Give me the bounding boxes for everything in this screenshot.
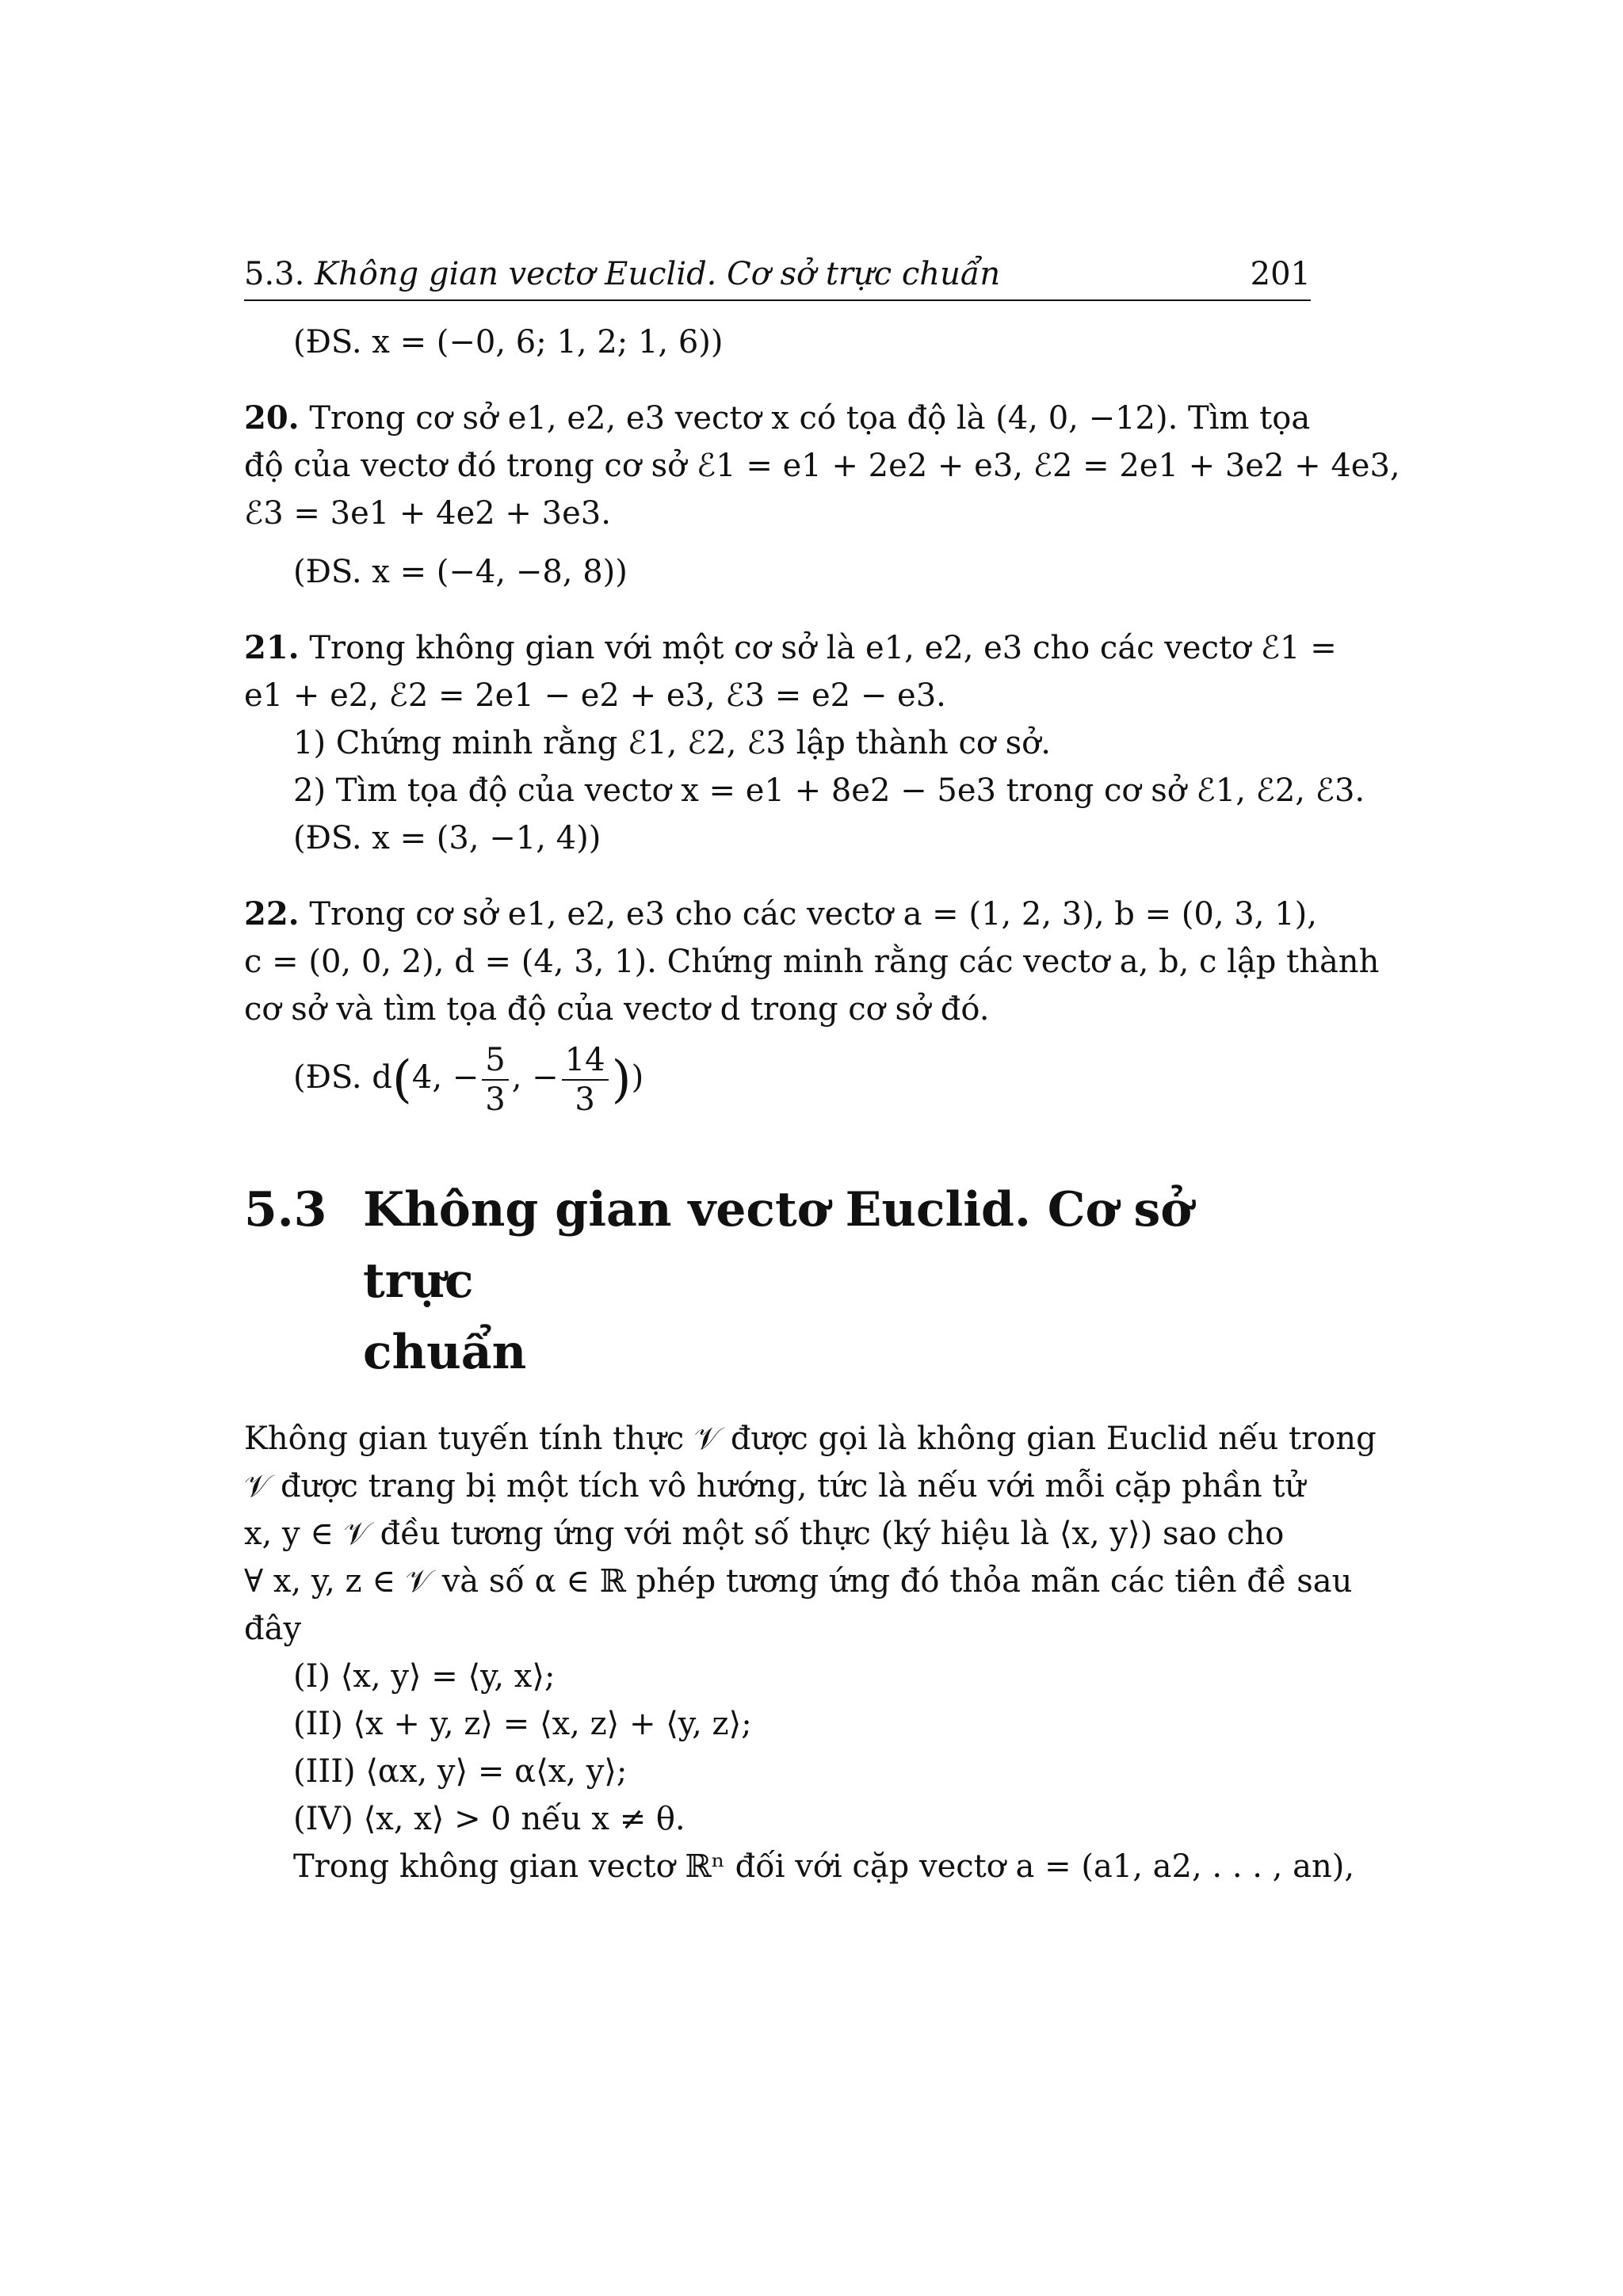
running-section-number: 5.3. [244, 256, 305, 292]
problem-part-1: 1) Chứng minh rằng ℰ1, ℰ2, ℰ3 lập thành cơ sở. [293, 725, 1051, 761]
running-title [244, 252, 1000, 296]
section-title [363, 1174, 1232, 1388]
answer-22 [244, 1041, 1232, 1119]
page-body [244, 318, 1400, 1890]
problem-part-2: 2) Tìm tọa độ của vectơ x = e1 + 8e2 − 5e3 trong cơ sở ℰ1, ℰ2, ℰ3. [293, 772, 1365, 809]
definition-paragraph [244, 1415, 1377, 1890]
problem-text-line: độ của vectơ đó trong cơ sở ℰ1 = e1 + 2e2 + e3, ℰ2 = 2e1 + 3e2 + 4e3, [244, 448, 1400, 484]
definition-line: Không gian tuyến tính thực 𝒱 được gọi là không gian Euclid nếu trong [244, 1421, 1377, 1457]
problem-number: 21. [244, 629, 300, 666]
answer-19: (ĐS. x = (−0, 6; 1, 2; 1, 6)) [293, 324, 724, 360]
definition-line: 𝒱 được trang bị một tích vô hướng, tức là nếu với mỗi cặp phần tử [244, 1468, 1306, 1505]
left-paren: ( [391, 1051, 412, 1109]
answer-prefix: (ĐS. d [293, 1059, 392, 1096]
axiom-2: (II) ⟨x + y, z⟩ = ⟨x, z⟩ + ⟨y, z⟩; [293, 1706, 752, 1742]
definition-line: đây [244, 1611, 302, 1647]
answer-21: (ĐS. x = (3, −1, 4)) [293, 820, 601, 856]
problem-21 [244, 624, 1365, 862]
problem-text-line: e1 + e2, ℰ2 = 2e1 − e2 + e3, ℰ3 = e2 − e3. [244, 677, 946, 714]
definition-line: x, y ∈ 𝒱 đều tương ứng với một số thực (ký hiệu là ⟨x, y⟩) sao cho [244, 1516, 1285, 1552]
page-number: 201 [1250, 256, 1311, 292]
fraction-2 [562, 1041, 609, 1119]
axiom-1: (I) ⟨x, y⟩ = ⟨y, x⟩; [293, 1658, 556, 1695]
fraction-numerator: 5 [482, 1041, 508, 1081]
problem-20 [244, 395, 1400, 596]
page [244, 252, 1400, 1890]
section-title-line: Không gian vectơ Euclid. Cơ sở trực [363, 1182, 1193, 1309]
problem-number: 20. [244, 399, 300, 437]
answer-20: (ĐS. x = (−4, −8, 8)) [293, 554, 628, 590]
problem-text-line: cơ sở và tìm tọa độ của vectơ d trong cơ sở đó. [244, 991, 990, 1028]
answer-separator: , − [511, 1059, 559, 1096]
fraction-1 [482, 1041, 508, 1119]
problem-text-line: c = (0, 0, 2), d = (4, 3, 1). Chứng minh rằng các vectơ a, b, c lập thành [244, 944, 1380, 980]
running-title-text: Không gian vectơ Euclid. Cơ sở trực chuẩn [315, 256, 1001, 292]
problem-text-line: Trong cơ sở e1, e2, e3 vectơ x có tọa độ là (4, 0, −12). Tìm tọa [309, 400, 1311, 437]
axiom-4: (IV) ⟨x, x⟩ > 0 nếu x ≠ θ. [293, 1801, 685, 1837]
fraction-denominator: 3 [575, 1081, 595, 1118]
section-number: 5.3 [244, 1182, 327, 1238]
right-paren: ) [611, 1051, 632, 1109]
problem-text-line: Trong cơ sở e1, e2, e3 cho các vectơ a = (1, 2, 3), b = (0, 3, 1), [309, 896, 1317, 933]
problem-text-line: Trong không gian với một cơ sở là e1, e2, e3 cho các vectơ ℰ1 = [309, 630, 1337, 666]
problem-number: 22. [244, 895, 300, 933]
definition-line: ∀ x, y, z ∈ 𝒱 và số α ∈ ℝ phép tương ứng đó thỏa mãn các tiên đề sau [244, 1563, 1353, 1600]
closing-line: Trong không gian vectơ ℝⁿ đối với cặp vectơ a = (a1, a2, . . . , an), [293, 1848, 1355, 1885]
problem-22 [244, 891, 1380, 1119]
running-header [244, 252, 1311, 301]
problem-text-line: ℰ3 = 3e1 + 4e2 + 3e3. [244, 495, 611, 532]
section-heading [244, 1174, 1232, 1388]
section-title-line: chuẩn [363, 1325, 527, 1380]
answer-suffix: ) [631, 1059, 644, 1096]
axiom-3: (III) ⟨αx, y⟩ = α⟨x, y⟩; [293, 1753, 628, 1790]
fraction-denominator: 3 [485, 1081, 506, 1118]
answer-first: 4, − [411, 1059, 479, 1096]
fraction-numerator: 14 [562, 1041, 609, 1081]
